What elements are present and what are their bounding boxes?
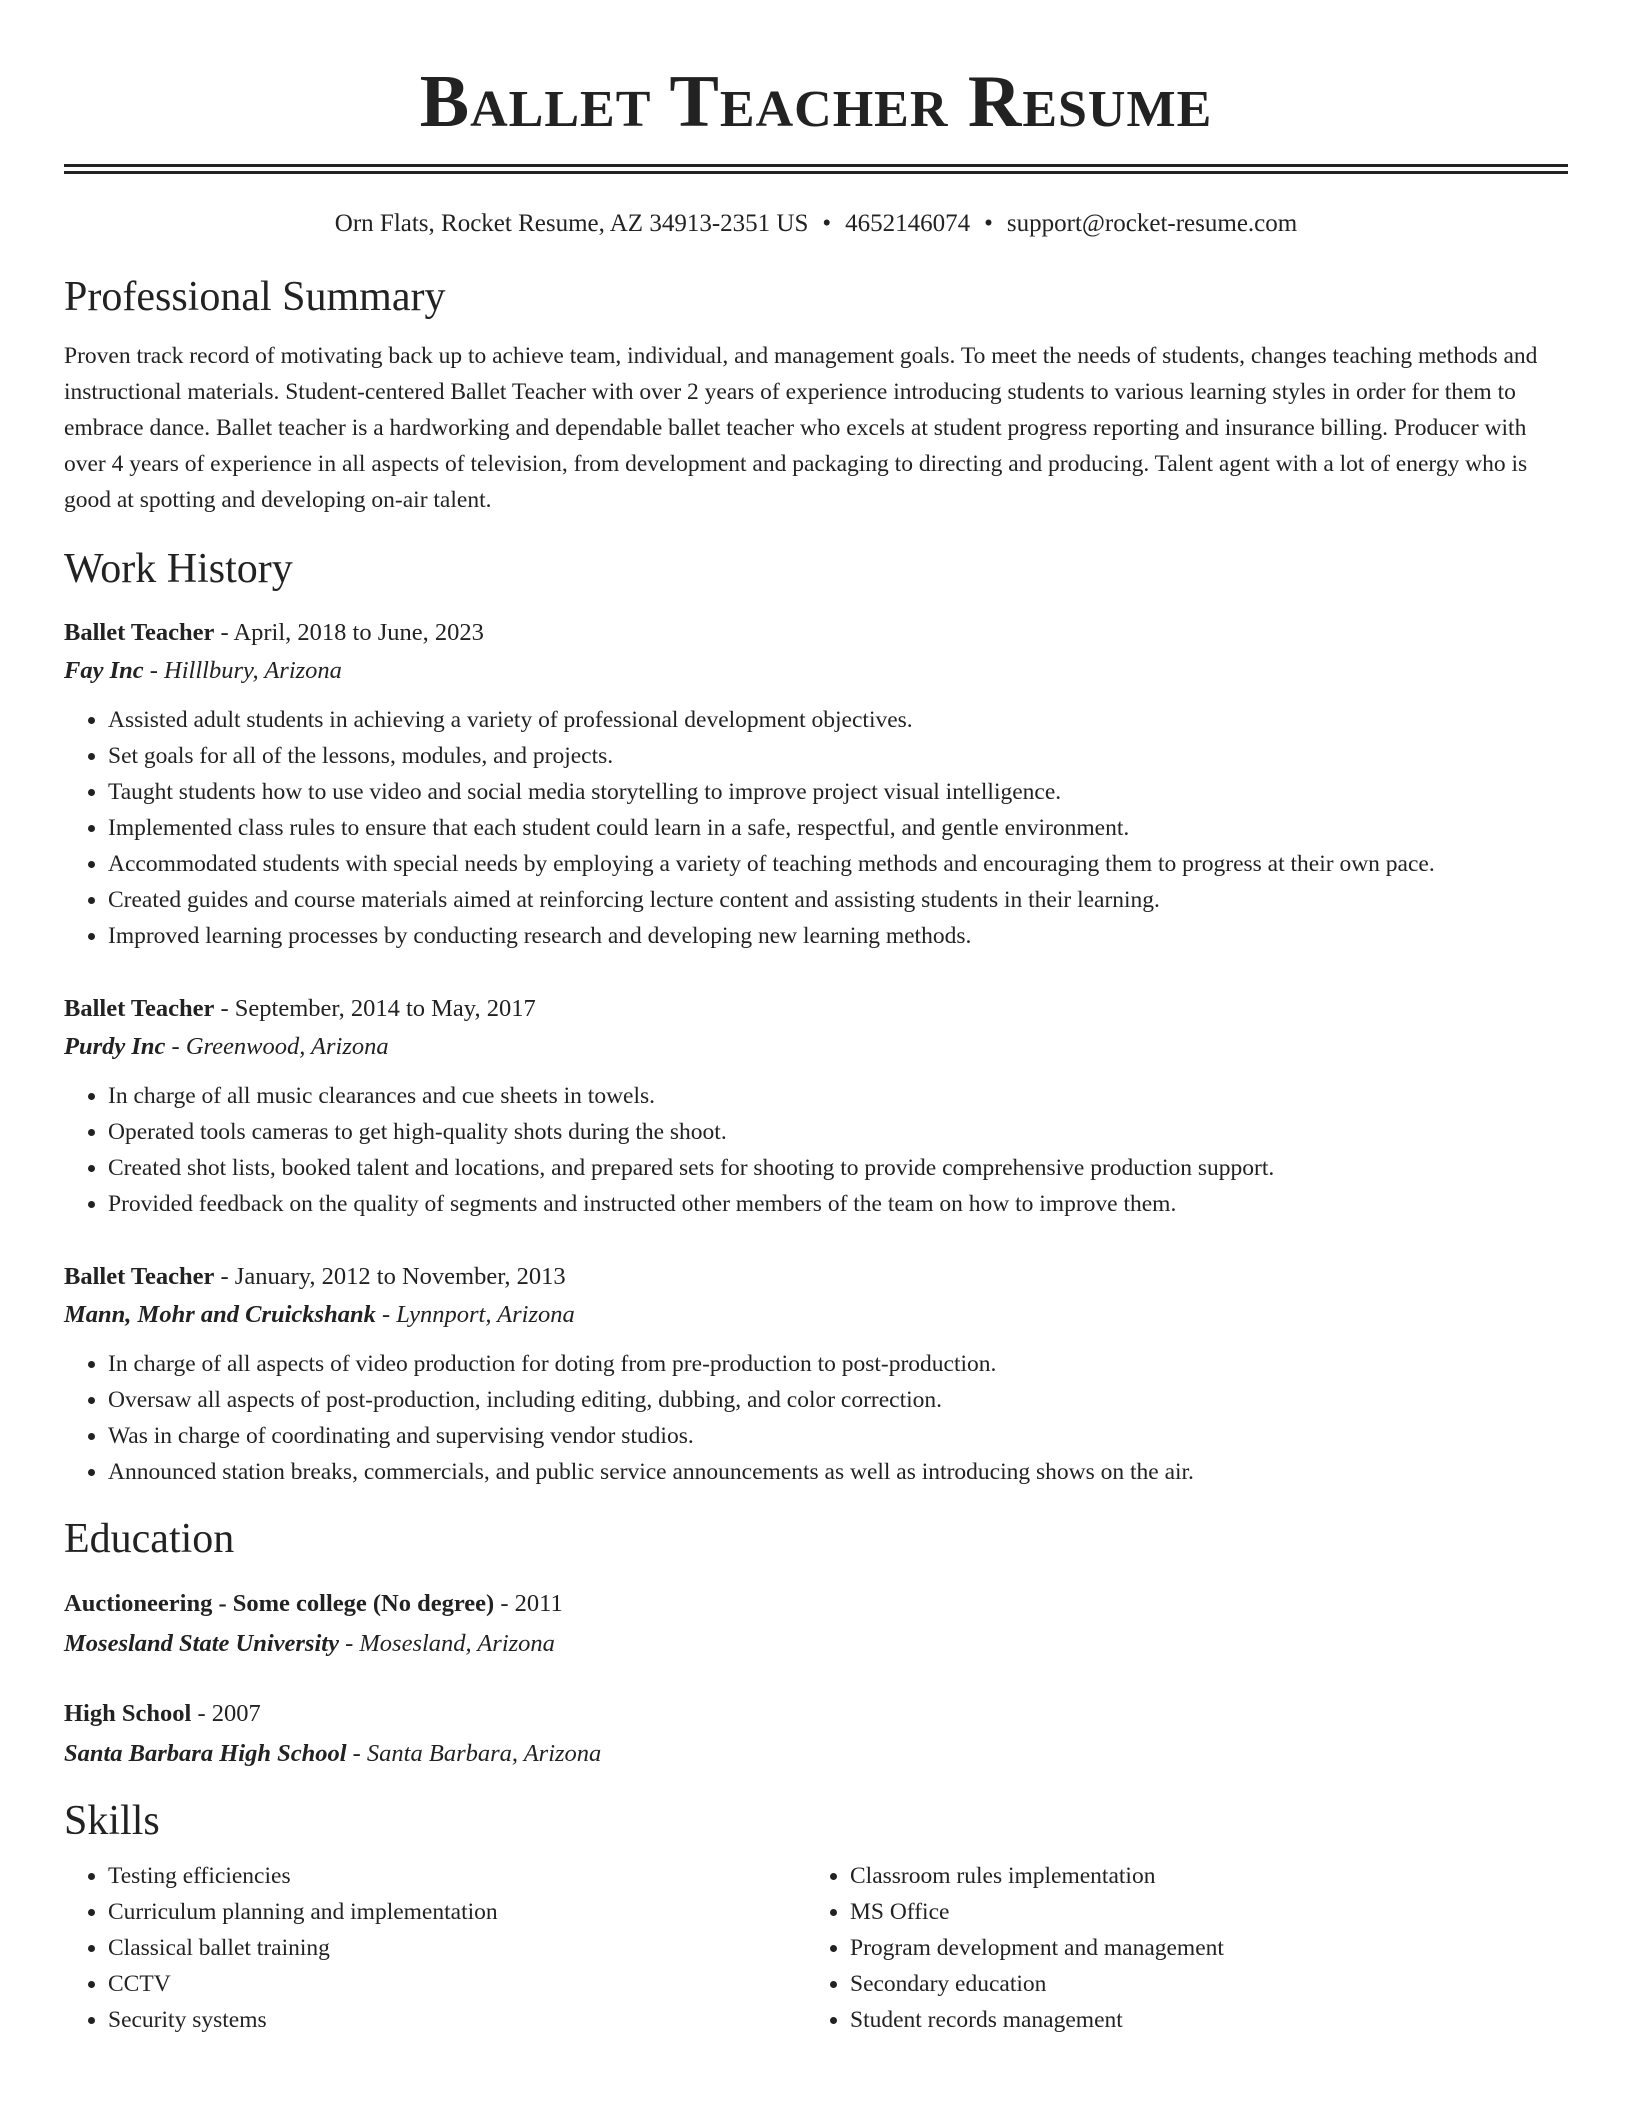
skill-item: • Classroom rules implementation — [850, 1858, 1548, 1894]
job-location: - Lynnport, Arizona — [375, 1301, 575, 1328]
education-entry — [64, 1584, 1568, 1664]
education-school-line — [64, 1734, 1568, 1774]
job-bullet: • Assisted adult students in achieving a variety of professional development objectives. — [108, 702, 1568, 738]
contact-line — [64, 208, 1568, 240]
job-bullets — [64, 702, 1568, 954]
contact-address: Orn Flats, Rocket Resume, AZ 34913-2351 US — [334, 210, 809, 237]
contact-separator: • — [822, 210, 832, 237]
job-role: Ballet Teacher — [64, 619, 215, 646]
education-heading: Education — [64, 1516, 235, 1562]
job-role: Ballet Teacher — [64, 1263, 215, 1290]
job-entry — [64, 614, 1568, 954]
job-title-line — [64, 1258, 1568, 1296]
work-history-heading: Work History — [64, 546, 293, 592]
job-company: Purdy Inc — [64, 1033, 166, 1060]
job-bullet: • Operated tools cameras to get high-quality shots during the shoot. — [108, 1114, 1568, 1150]
job-dates: - January, 2012 to November, 2013 — [214, 1263, 566, 1290]
work-history-section — [64, 544, 1568, 1490]
skill-item: • Curriculum planning and implementation — [108, 1894, 806, 1930]
contact-email: support@rocket-resume.com — [1006, 210, 1298, 237]
skill-item: • MS Office — [850, 1894, 1548, 1930]
contact-phone: 4652146074 — [845, 210, 971, 237]
job-bullet: • Provided feedback on the quality of segments and instructed other members of the team on how to improve them. — [108, 1186, 1568, 1222]
education-degree-line — [64, 1584, 1568, 1624]
job-role: Ballet Teacher — [64, 995, 215, 1022]
job-bullet: • Was in charge of coordinating and supervising vendor studios. — [108, 1418, 1568, 1454]
resume-title: Ballet Teacher Resume — [419, 61, 1213, 143]
skill-item: • Testing efficiencies — [108, 1858, 806, 1894]
education-location: - Mosesland, Arizona — [338, 1630, 555, 1657]
job-company: Mann, Mohr and Cruickshank — [64, 1301, 376, 1328]
skill-item: • CCTV — [108, 1966, 806, 2002]
skill-item: • Program development and management — [850, 1930, 1548, 1966]
skill-item: • Secondary education — [850, 1966, 1548, 2002]
skills-columns — [64, 1858, 1568, 2038]
job-bullet: • Oversaw all aspects of post-production, including editing, dubbing, and color correction. — [108, 1382, 1568, 1418]
skill-item: • Security systems — [108, 2002, 806, 2038]
job-location: - Hilllbury, Arizona — [143, 657, 342, 684]
skill-item: • Classical ballet training — [108, 1930, 806, 1966]
job-entry — [64, 990, 1568, 1222]
skills-section — [64, 1796, 1568, 2038]
job-bullet: • Created guides and course materials aimed at reinforcing lecture content and assisting students in their learning. — [108, 882, 1568, 918]
job-dates: - September, 2014 to May, 2017 — [214, 995, 536, 1022]
job-company-line — [64, 1028, 1568, 1066]
education-degree: High School — [64, 1700, 192, 1727]
education-degree: Auctioneering - Some college (No degree) — [64, 1590, 495, 1617]
education-entry — [64, 1694, 1568, 1774]
job-entry — [64, 1258, 1568, 1490]
summary-section — [64, 272, 1568, 518]
job-company-line — [64, 1296, 1568, 1334]
education-year: - 2007 — [191, 1700, 261, 1727]
job-bullet: • In charge of all aspects of video production for doting from pre-production to post-production. — [108, 1346, 1568, 1382]
job-bullet: • Taught students how to use video and social media storytelling to improve project visual intelligence. — [108, 774, 1568, 810]
skills-list-left — [64, 1858, 806, 2038]
job-location: - Greenwood, Arizona — [165, 1033, 389, 1060]
education-school-line — [64, 1624, 1568, 1664]
contact-separator: • — [984, 210, 993, 237]
job-bullets — [64, 1078, 1568, 1222]
job-bullet: • Announced station breaks, commercials, and public service announcements as well as introducing shows on the air. — [108, 1454, 1568, 1490]
title-double-rule — [64, 164, 1568, 174]
education-degree-line — [64, 1694, 1568, 1734]
job-bullet: • In charge of all music clearances and cue sheets in towels. — [108, 1078, 1568, 1114]
skills-list-right — [806, 1858, 1548, 2038]
job-company-line — [64, 652, 1568, 690]
job-bullets — [64, 1346, 1568, 1490]
education-school: Santa Barbara High School — [64, 1740, 347, 1767]
job-dates: - April, 2018 to June, 2023 — [214, 619, 484, 646]
job-bullet: • Set goals for all of the lessons, modules, and projects. — [108, 738, 1568, 774]
job-bullet: • Improved learning processes by conducting research and developing new learning methods. — [108, 918, 1568, 954]
summary-text: Proven track record of motivating back up to achieve team, individual, and management goals. To meet the needs of students, changes teaching methods and instructional materials. Student-centered Ballet Teacher with over 2 years of experience introducing students to various learning styles in order for them to embrace dance. Ballet teacher is a hardworking and dependable ballet teacher who excels at student progress reporting and insurance billing. Producer with over 4 years of experience in all aspects of television, from development and packaging to directing and producing. Talent agent with a lot of energy who is good at spotting and developing on-air talent. — [64, 343, 1538, 513]
education-section — [64, 1514, 1568, 1774]
education-year: - 2011 — [494, 1590, 563, 1617]
job-title-line — [64, 614, 1568, 652]
skills-heading: Skills — [64, 1798, 160, 1844]
skill-item: • Student records management — [850, 2002, 1548, 2038]
job-bullet: • Accommodated students with special needs by employing a variety of teaching methods and encouraging them to progress at their own pace. — [108, 846, 1568, 882]
job-title-line — [64, 990, 1568, 1028]
job-bullet: • Implemented class rules to ensure that each student could learn in a safe, respectful, and gentle environment. — [108, 810, 1568, 846]
job-bullet: • Created shot lists, booked talent and locations, and prepared sets for shooting to provide comprehensive production support. — [108, 1150, 1568, 1186]
education-school: Mosesland State University — [64, 1630, 339, 1657]
job-company: Fay Inc — [64, 657, 144, 684]
summary-heading: Professional Summary — [64, 274, 446, 320]
education-location: - Santa Barbara, Arizona — [346, 1740, 602, 1767]
